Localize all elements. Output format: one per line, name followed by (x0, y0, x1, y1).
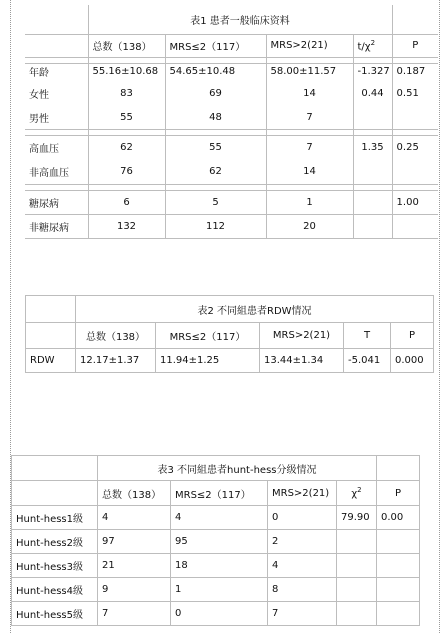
table-row: Hunt-hess4级 9 1 8 (12, 578, 420, 602)
table-row: 非糖尿病 132 112 20 (25, 214, 438, 238)
table-2-header-row (26, 323, 434, 349)
row-label: RDW (26, 349, 76, 373)
table-row: Hunt-hess5级 7 0 7 (12, 602, 420, 626)
row-label: Hunt-hess3级 (12, 554, 98, 578)
row-label: 非高血压 (25, 159, 88, 184)
table-2-header-mrs-high: MRS>2(21) (260, 323, 344, 349)
row-label: 年龄 (25, 63, 88, 80)
table-1-header-total: 总数（138） (88, 34, 165, 57)
table-row: 男性 55 48 7 (25, 106, 438, 129)
row-label: Hunt-hess1级 (12, 506, 98, 530)
table-row: Hunt-hess2级 97 95 2 (12, 530, 420, 554)
table-1 (25, 5, 438, 239)
row-label: 高血压 (25, 135, 88, 159)
table-row: 非高血压 76 62 14 (25, 159, 438, 184)
row-label: Hunt-hess2级 (12, 530, 98, 554)
table-2-title: 表2 不同組患者RDW情况 (76, 296, 434, 323)
table-3-header-p: P (377, 481, 420, 506)
table-row: Hunt-hess3级 21 18 4 (12, 554, 420, 578)
table-row: 糖尿病 6 5 1 1.00 (25, 190, 438, 214)
table-3-header-total: 总数（138） (98, 481, 171, 506)
row-label: 女性 (25, 80, 88, 106)
table-row: Hunt-hess1级 4 4 0 79.90 0.00 (12, 506, 420, 530)
table-1-header-stat: $t/\chi^2$ (353, 34, 392, 57)
row-label: 糖尿病 (25, 190, 88, 214)
row-label: 非糖尿病 (25, 214, 88, 238)
table-1-header-row (25, 34, 438, 57)
table-row: 高血压 62 55 7 1.35 0.25 (25, 135, 438, 159)
row-label: Hunt-hess5级 (12, 602, 98, 626)
table-3-header-row (12, 481, 420, 506)
table-3-header-mrs-low: MRS≤2（117） (171, 481, 268, 506)
table-1-header-mrs-high: MRS>2(21) (266, 34, 353, 57)
table-2 (25, 295, 434, 373)
page-margin-right (439, 0, 440, 633)
table-3-title-row (12, 456, 420, 481)
table-row: 年龄 55.16±10.68 54.65±10.48 58.00±11.57 -1.327 0.187 (25, 63, 438, 80)
table-1-title-row (25, 5, 438, 34)
table-1-header-mrs-low: MRS≤2（117） (165, 34, 266, 57)
row-label: Hunt-hess4级 (12, 578, 98, 602)
table-1-header-p: P (392, 34, 438, 57)
table-row: 女性 83 69 14 0.44 0.51 (25, 80, 438, 106)
table-2-header-p: P (391, 323, 434, 349)
table-2-header-total: 总数（138） (76, 323, 156, 349)
table-3-title: 表3 不同組患者hunt-hess分级情况 (98, 456, 377, 481)
table-2-header-t: T (344, 323, 391, 349)
table-row: RDW 12.17±1.37 11.94±1.25 13.44±1.34 -5.041 0.000 (26, 349, 434, 373)
table-3 (11, 455, 420, 626)
table-2-header-mrs-low: MRS≤2（117） (156, 323, 260, 349)
table-3-header-mrs-high: MRS>2(21) (268, 481, 337, 506)
table-3-header-chi: $\chi^2$ (337, 481, 377, 506)
table-2-title-row (26, 296, 434, 323)
row-label: 男性 (25, 106, 88, 129)
table-1-title: 表1 患者一般临床资料 (88, 5, 392, 34)
